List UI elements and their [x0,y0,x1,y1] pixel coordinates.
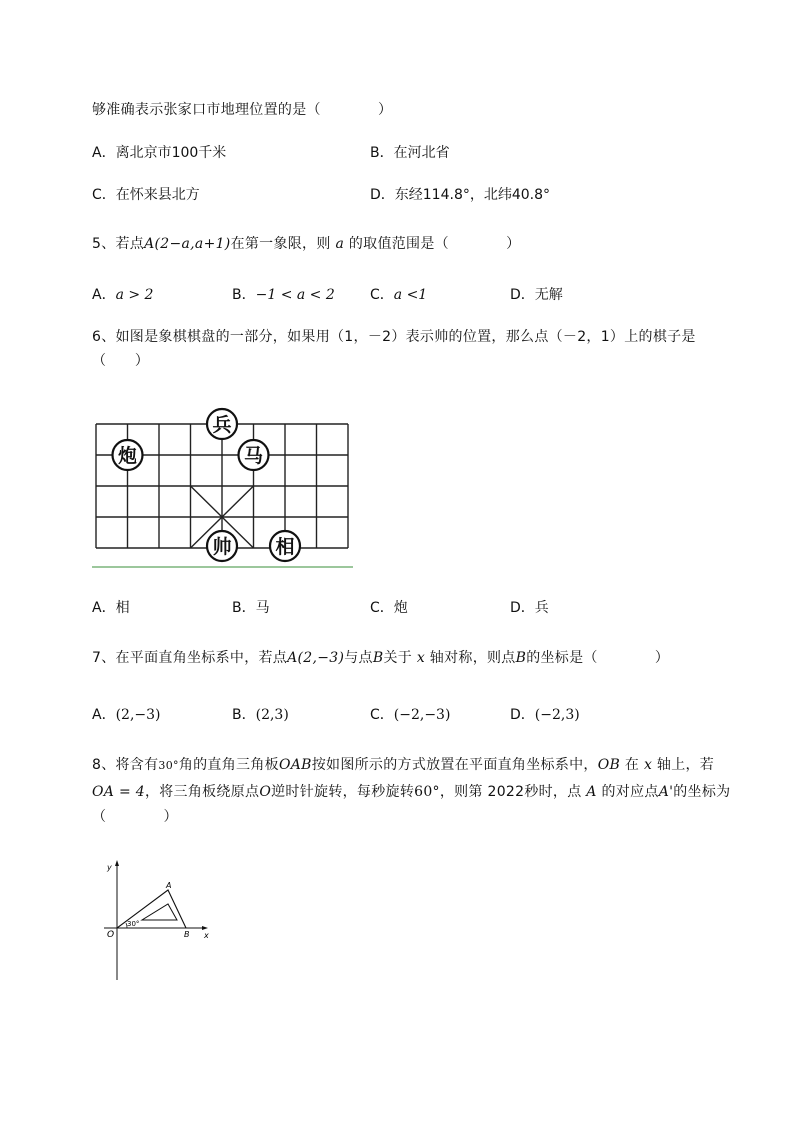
q6-option-b[interactable]: B．马 [232,600,270,616]
q6-stem-line2: （ ） [92,353,150,369]
q7-option-a-label: A． [92,707,116,723]
q7-suffix: 的坐标是（ ） [526,650,670,666]
piece-ma [239,440,269,470]
q7-option-c-math: (−2,−3) [393,707,451,723]
piece-xiang-label: 相 [275,536,295,558]
q7-option-c[interactable] [370,704,450,724]
q5-option-c[interactable] [370,284,427,304]
q7-axis: x [416,650,426,666]
q6-stem-line1: 6、如图是象棋棋盘的一部分，如果用（1，－2）表示帅的位置，那么点（－2，1）上的棋子是 [92,329,696,345]
chess-board-figure [90,404,360,574]
q8-l1-c: 按如图所示的方式放置在平面直角坐标系中， [311,757,598,773]
q7-option-a-math: (2,−3) [115,707,161,723]
q8-l2-b: 逆时针旋转，每秒旋转 [271,784,415,800]
angle-label: 30° [127,920,140,928]
q8-l2-oa: OA = 4 [92,784,145,800]
q7-option-b-label: B． [232,707,256,723]
q7-point-b: B [372,650,384,666]
q5-stem [92,233,520,253]
piece-pao-label: 炮 [117,445,138,467]
q7-option-b-math: (2,3) [255,707,289,723]
q6-option-d[interactable]: D．兵 [510,600,549,616]
q8-stem-line1 [92,754,714,774]
q7-point-a: A(2,−3) [287,650,345,666]
q5-suffix: 的取值范围是（ ） [348,236,521,252]
q8-l1-d: 在 [624,757,640,773]
q7-point-b2: B [515,650,527,666]
q5-point-expr: A(2−a,a+1) [144,236,231,252]
x-axis-label: x [204,931,209,940]
q5-option-c-label: C． [370,287,394,303]
q8-l2-e: 的坐标为 [673,784,731,800]
q4-option-a[interactable]: A．离北京市100千米 [92,145,227,161]
q7-prefix: 7、在平面直角坐标系中，若点 [92,650,288,666]
point-b-label: B [184,930,190,939]
q4-option-b[interactable]: B．在河北省 [370,145,450,161]
y-axis-arrow-icon [115,860,119,866]
q6-option-c[interactable]: C．炮 [370,600,408,616]
piece-shuai-label: 帅 [212,536,232,558]
q7-middle3: 轴对称，则点 [429,650,516,666]
q6-option-a[interactable]: A．相 [92,600,130,616]
q5-option-b[interactable] [232,284,335,304]
piece-ma-label: 马 [243,445,264,467]
triangle-inner [142,904,177,920]
q5-option-a-label: A． [92,287,116,303]
q4-stem: 够准确表示张家口市地理位置的是（ ） [92,102,393,118]
piece-shuai [207,531,237,561]
q5-option-b-label: B． [232,287,256,303]
q8-l2-o: O [259,784,272,800]
q7-option-d-label: D． [510,707,535,723]
q7-stem [92,647,669,667]
q8-l2-a: ，将三角板绕原点 [144,784,260,800]
q8-l2-d: 的对应点 [601,784,659,800]
q4-option-d[interactable]: D．东经114.8°，北纬40.8° [370,187,551,203]
q4-option-c[interactable]: C．在怀来县北方 [92,187,200,203]
x-axis-arrow-icon [202,926,208,930]
q7-option-a[interactable] [92,704,161,724]
q8-l1-x: x [643,757,653,773]
piece-bing-label: 兵 [212,414,232,436]
q7-middle2: 关于 [383,650,413,666]
q8-l1-ob: OB [597,757,621,773]
q7-middle: 与点 [344,650,373,666]
q8-l1-e: 轴上，若 [656,757,715,773]
q8-coordinate-figure [100,856,220,986]
q7-option-c-label: C． [370,707,394,723]
q8-stem-line3: （ ） [92,809,178,825]
q7-option-b[interactable] [232,704,289,724]
q7-option-d-math: (−2,3) [534,707,580,723]
piece-bing [207,409,237,439]
q8-l2-Ap: A' [658,784,674,800]
q8-l1-a: 8、将含有 [92,757,159,773]
q5-option-d[interactable]: D．无解 [510,287,563,303]
piece-pao [113,440,143,470]
q5-option-a-math: a > 2 [115,287,154,303]
q5-option-b-math: −1 < a < 2 [255,287,335,303]
q5-option-a[interactable] [92,284,153,304]
q8-l2-c: ，则第 2022秒时，点 [439,784,582,800]
q7-option-d[interactable] [510,704,580,724]
q8-l2-deg: 60° [414,784,440,800]
q5-option-c-math: a <1 [393,287,428,303]
piece-xiang [270,531,300,561]
q8-l2-A: A [586,784,597,800]
q5-var: a [335,236,345,252]
point-a-label: A [166,881,172,890]
q8-l1-angle: 30° [158,759,179,772]
q8-l1-oab: OAB [278,757,312,773]
y-axis-label: y [107,863,112,872]
q5-middle: 在第一象限，则 [230,236,331,252]
q8-l1-b: 角的直角三角板 [178,757,279,773]
q5-prefix: 5、若点 [92,236,145,252]
q8-stem-line2 [92,781,730,801]
origin-label: O [107,930,115,940]
